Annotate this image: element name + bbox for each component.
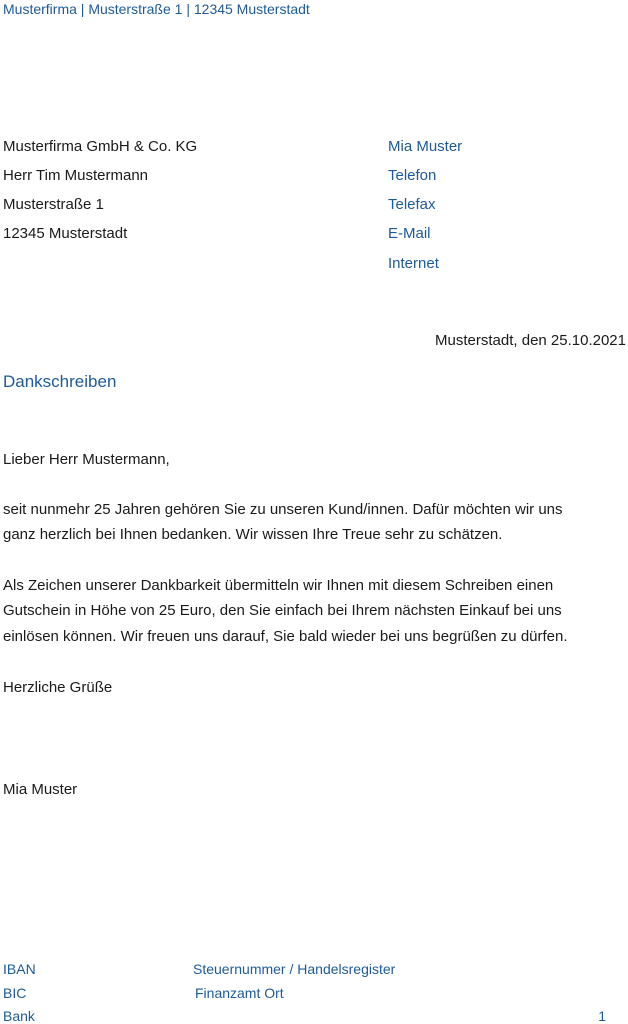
- footer-tax-register-label: Steuernummer / Handelsregister: [193, 961, 396, 977]
- footer-bic-label: BIC: [3, 985, 27, 1001]
- contact-phone-label: Telefon: [388, 167, 437, 184]
- recipient-company: Musterfirma GmbH & Co. KG: [3, 138, 198, 155]
- letter-date: Musterstadt, den 25.10.2021: [435, 332, 626, 349]
- salutation: Lieber Herr Mustermann,: [3, 451, 170, 468]
- signature-name: Mia Muster: [3, 781, 78, 798]
- paragraph-2-line-3: einlösen können. Wir freuen uns darauf, Sie bald wieder bei uns begrüßen zu dürfen.: [3, 628, 568, 645]
- contact-fax-label: Telefax: [388, 196, 436, 213]
- contact-person: Mia Muster: [388, 138, 463, 155]
- contact-email-label: E-Mail: [388, 225, 431, 242]
- paragraph-2-line-1: Als Zeichen unserer Dankbarkeit übermitteln wir Ihnen mit diesem Schreiben einen: [3, 577, 554, 594]
- footer-tax-office-label: Finanzamt Ort: [195, 985, 284, 1001]
- recipient-name: Herr Tim Mustermann: [3, 167, 149, 184]
- contact-internet-label: Internet: [388, 255, 439, 272]
- page-number: 1: [598, 1008, 606, 1024]
- recipient-street: Musterstraße 1: [3, 196, 104, 213]
- recipient-city: 12345 Musterstadt: [3, 225, 128, 242]
- paragraph-1-line-2: ganz herzlich bei Ihnen bedanken. Wir wissen Ihre Treue sehr zu schätzen.: [3, 526, 503, 543]
- footer-bank-label: Bank: [3, 1008, 35, 1024]
- paragraph-2-line-2: Gutschein in Höhe von 25 Euro, den Sie einfach bei Ihrem nächsten Einkauf bei uns: [3, 602, 562, 619]
- letter-subject: Dankschreiben: [3, 372, 117, 391]
- closing: Herzliche Grüße: [3, 679, 113, 696]
- footer-iban-label: IBAN: [3, 961, 36, 977]
- paragraph-1-line-1: seit nunmehr 25 Jahren gehören Sie zu unseren Kund/innen. Dafür möchten wir uns: [3, 501, 563, 518]
- sender-return-line: Musterfirma | Musterstraße 1 | 12345 Musterstadt: [3, 1, 310, 17]
